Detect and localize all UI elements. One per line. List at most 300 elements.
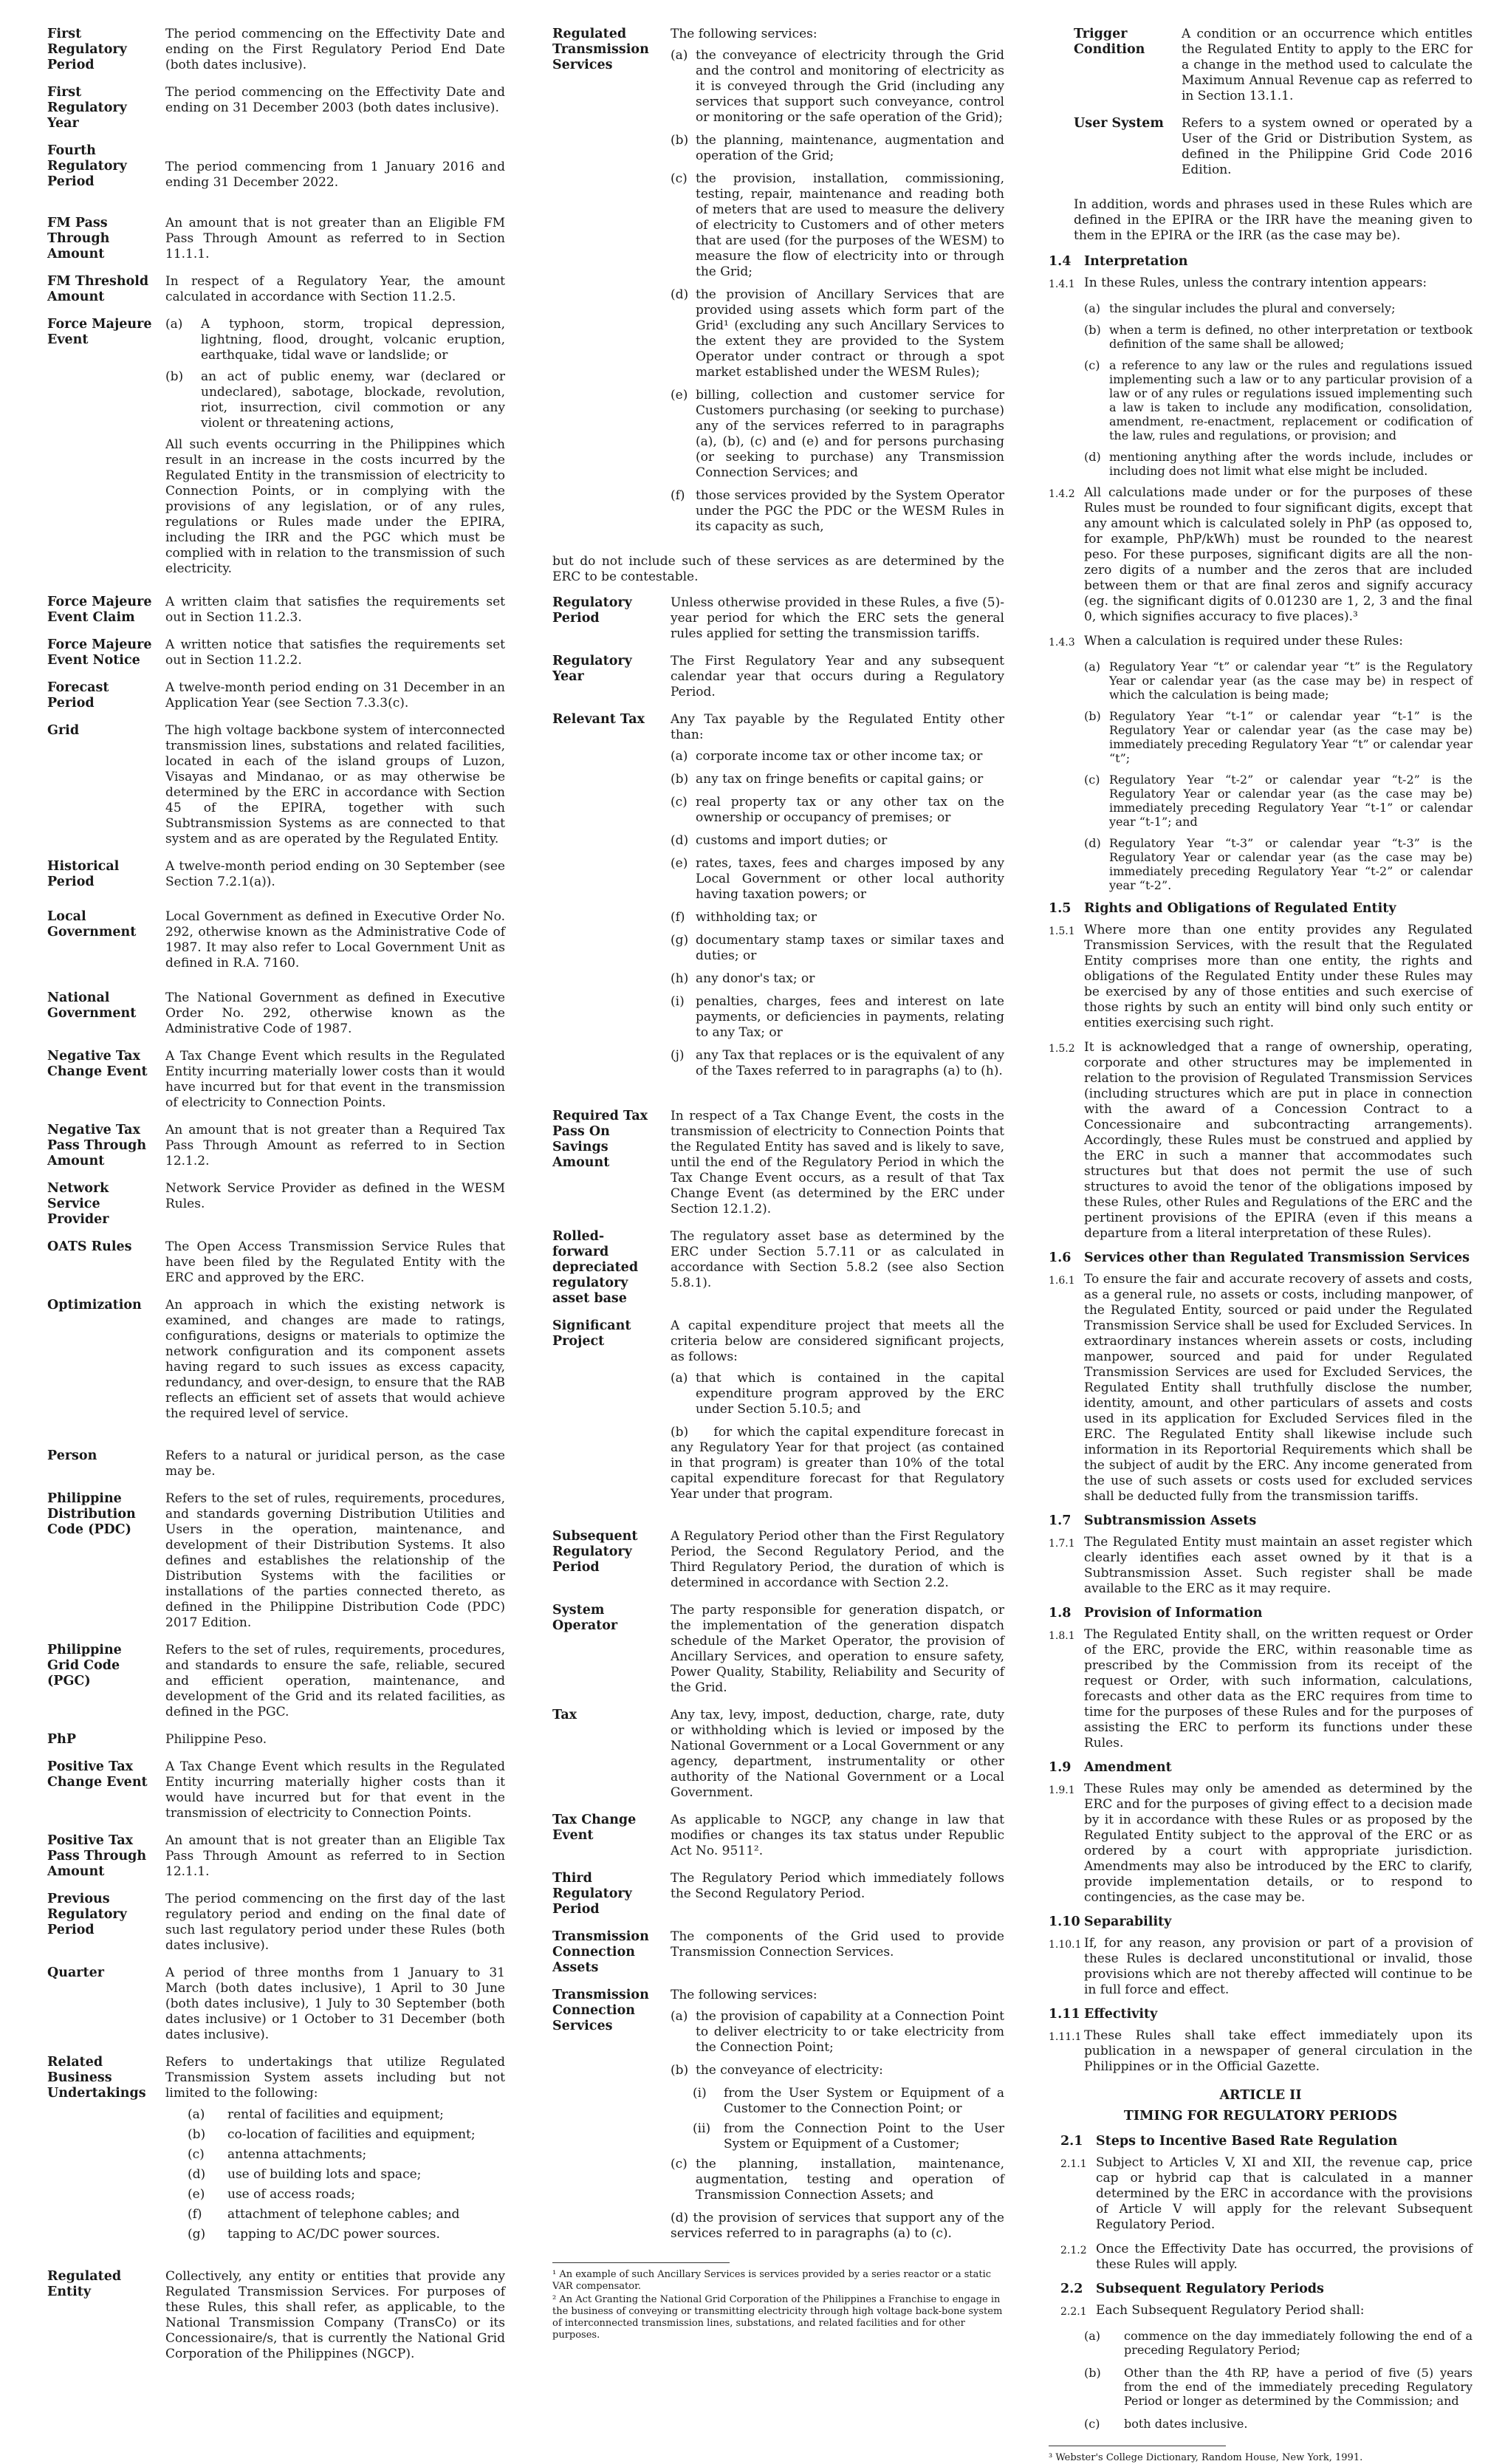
definition-oats-rules — [47, 1239, 505, 1286]
section-number: 1.9 — [1049, 1760, 1072, 1775]
definition-text: In respect of a Tax Change Event, the costs in the transmission of electricity to Connection Points that the Regulated Entity has saved and is likely to save, until the end of the Regulatory Period in which the Tax Change Event occurs, as a result of that Tax Change Event (as determined by the ERC under Section 12.1.2). — [671, 1109, 1004, 1216]
term: Transmission Connection Assets — [552, 1929, 649, 1975]
list-label: (d) — [1084, 450, 1101, 464]
definition-historical-period — [47, 859, 505, 890]
paragraph: Refers to undertakings that utilize Regulated Transmission System assets including but not limited to the following: — [165, 2055, 505, 2101]
list-item — [671, 488, 1004, 535]
list-text: real property tax or any other tax on the ownership or occupancy of premises; or — [696, 795, 1004, 825]
definition-text: A period of three months from 1 January to 31 March (both dates inclusive), 1 April to 30 June (both dates inclusive), 1 July to 30 September (both dates inclusive) or 1 October to 31 December (both dates inclusive). — [165, 1965, 505, 2042]
list-text: when a term is defined, no other interpretation or textbook definition of the same shall be allowed; — [1109, 323, 1473, 351]
list-label: (c) — [671, 171, 688, 186]
definition-force-majeure-event-claim — [47, 595, 505, 626]
list-item — [1084, 323, 1473, 351]
clause-1-4-3 — [1049, 634, 1473, 651]
section-number: 1.8 — [1049, 1606, 1072, 1621]
definition-text: The party responsible for generation dispatch, or the implementation of the generation dispatch schedule of the Market Operator, the provision of Ancillary Services, and operation to ensure safety, Power Quality, Stability, Reliability and Security of the Grid. — [671, 1603, 1004, 1695]
definition-positive-tax-change-event — [47, 1759, 505, 1821]
clause-text: These Rules shall take effect immediately upon its publication in a newspaper of general circulation in the Philippines or in the Official Gazette. — [1084, 2028, 1473, 2074]
definition-text: A Tax Change Event which results in the Regulated Entity incurring materially higher costs than it would have incurred but for that event in the transmission of electricity to Connection Points. — [165, 1759, 505, 1821]
list-item — [671, 772, 1004, 787]
list-item — [671, 287, 1004, 380]
section-1-10-heading — [1049, 1914, 1473, 1930]
list-text: documentary stamp taxes or similar taxes and duties; or — [696, 933, 1004, 963]
list-label: (a) — [188, 2107, 205, 2122]
clause-2-2-1-list — [1049, 2329, 1473, 2431]
term: Tax — [552, 1708, 577, 1722]
definition-text: The regulatory asset base as determined by the ERC under Section 5.7.11 or as calculated in accordance with Section 5.8.2 (see also Section 5.8.1). — [671, 1229, 1004, 1290]
definitions-addendum: In addition, words and phrases used in these Rules which are defined in the EPIRA or the IRR have the meaning given to them in the EPIRA or the IRR (as the case may be). — [1074, 197, 1473, 243]
clause-1-4-1 — [1049, 276, 1473, 292]
list-item — [1084, 450, 1473, 478]
term: Historical Period — [47, 859, 120, 889]
paragraph: All such events occurring in the Philippines which result in an increase in the costs incurred by the Regulated Entity in the transmission of electricity to Connection Points, or in complying with the provisions of any legislation, or of any rules, regulations or Rules made under the EPIRA, including the IRR and the PGC which must be complied with in relation to the transmission of such electricity. — [165, 437, 505, 576]
term: Fourth Regulatory Period — [47, 143, 127, 189]
list-text: Regulatory Year “t-1” or calendar year “t-1” is the Regulatory Year or calendar year (as the case may be) immediately preceding Regulatory Year “t” or calendar year “t”; — [1109, 709, 1473, 765]
definition-relevant-tax — [552, 712, 1004, 1086]
term: Related Business Undertakings — [47, 2055, 146, 2101]
list-text: use of access roads; — [227, 2187, 355, 2202]
paragraph: (d) the provision of services that support any of the services referred to in paragraphs (a) to (c). — [671, 2211, 1004, 2241]
term: Positive Tax Change Event — [47, 1759, 148, 1790]
definition-positive-tax-pass-through-amount — [47, 1833, 505, 1880]
footnote-2: ² An Act Granting the National Grid Corporation of the Philippines a Franchise to engage in the business of conveying or transmitting electricity through high voltage back-bone system of interconnected transmission lines, substations, and related facilities and for other purposes. — [552, 2294, 1003, 2341]
section-number: 1.6 — [1049, 1250, 1072, 1265]
clause-text: If, for any reason, any provision or part of a provision of these Rules is declared unconstitutional or invalid, those provisions which are not thereby affected will continue to be in full force and effect. — [1084, 1936, 1473, 1997]
section-title: Interpretation — [1084, 254, 1188, 269]
definition-quarter — [47, 1965, 505, 2043]
list-item — [671, 971, 1004, 987]
list-item — [671, 2157, 1004, 2203]
list-text: an act of public enemy, war (declared or undeclared), sabotage, blockade, revolution, riot, insurrection, civil commotion or any violent or threatening actions, — [201, 369, 505, 431]
term: Philippine Grid Code (PGC) — [47, 1643, 122, 1688]
list-item — [165, 369, 505, 431]
list-label: (f) — [671, 488, 685, 503]
list-item — [671, 2063, 1004, 2078]
list-item — [188, 2167, 505, 2183]
list-item — [693, 2121, 1004, 2152]
footnote-1: ¹ An example of such Ancillary Services is services provided by a series reactor or a static VAR compensator. — [552, 2269, 992, 2292]
clause-text: When a calculation is required under these Rules: — [1084, 634, 1403, 648]
list-label: (a) — [671, 48, 688, 63]
list-label: (g) — [188, 2227, 206, 2242]
clause-1-9-1 — [1049, 1782, 1473, 1906]
clause-1-8-1 — [1049, 1627, 1473, 1751]
term: Person — [47, 1448, 97, 1463]
section-number: 2.1 — [1060, 2134, 1083, 2149]
definition-transmission-connection-services — [552, 1988, 1004, 2248]
definition-text — [671, 1318, 1009, 1508]
list-item — [1084, 2366, 1473, 2408]
term: Philippine Distribution Code (PDC) — [47, 1491, 136, 1537]
term: Force Majeure Event Notice — [47, 637, 152, 668]
definition-significant-project — [552, 1318, 1009, 1508]
list-item — [188, 2107, 505, 2123]
list-label: (a) — [671, 749, 688, 764]
list-label: (c) — [671, 2157, 688, 2172]
term: Significant Project — [552, 1318, 631, 1349]
list-label: (a) — [671, 1371, 688, 1386]
definition-text: A written claim that satisfies the requirements set out in Section 11.2.3. — [165, 595, 505, 625]
list-label: (b) — [1084, 323, 1101, 337]
clause-text: To ensure the fair and accurate recovery of assets and costs, as a general rule, no assets or costs, including manpower, of the Regulated Entity, sourced or paid under the Regulated Transmission Service shall be used for Excluded Services. In extraordinary instances wherein assets or costs, including manpower, sourced and paid for under Regulated Transmission Services are used for Excluded Services, the Regulated Entity shall truthfully disclose the number, identity, amount, and other particulars of assets and costs used in its application for Excluded Services filed in the ERC. The Regulated Entity shall likewise include such information in its Reportorial Requirements which shall be the subject of audit by the ERC. Any income generated from the use of such assets or costs used for excluded services shall be deducted fully from the transmission tariffs. — [1084, 1272, 1473, 1504]
clause-number: 1.7.1 — [1049, 1538, 1075, 1550]
definition-text: Collectively, any entity or entities that provide any Regulated Transmission Services. For purposes of these Rules, this shall refer, as applicable, to the National Transmission Company (TransCo) or its Concessionaire/s, that is currently the National Grid Corporation of the Philippines (NGCP). — [165, 2269, 505, 2361]
definition-text: A twelve-month period ending on 31 December in an Application Year (see Section 7.3.3(c). — [165, 680, 505, 711]
term: Previous Regulatory Period — [47, 1892, 127, 1937]
definition-text — [165, 2055, 505, 2247]
list-label: (b) — [671, 2063, 689, 2078]
list-item — [671, 1048, 1004, 1079]
clause-1-5-1 — [1049, 923, 1473, 1031]
term: PhP — [47, 1732, 77, 1747]
clause-number: 1.8.1 — [1049, 1630, 1075, 1642]
term: Force Majeure Event Claim — [47, 595, 152, 625]
list-item — [671, 388, 1004, 481]
section-2-1-heading — [1049, 2134, 1473, 2149]
clause-number: 1.11.1 — [1049, 2031, 1082, 2043]
column-2 — [552, 27, 1009, 2341]
definition-text: A written notice that satisfies the requirements set out in Section 11.2.2. — [165, 637, 505, 668]
article-heading: ARTICLE II — [1219, 2088, 1302, 2103]
definition-text: An amount that is not greater than an Eligible FM Pass Through Amount as referred to in Section 11.1.1. — [165, 216, 505, 261]
definition-forecast-period — [47, 680, 505, 711]
definition-text: A Tax Change Event which results in the Regulated Entity incurring materially lower costs than it would have incurred but for that event in the transmission of electricity to Connection Points. — [165, 1049, 505, 1110]
term: User System — [1074, 116, 1164, 131]
list-text: the planning, installation, maintenance, augmentation, testing and operation of Transmission Connection Assets; and — [696, 2157, 1004, 2203]
rts-exclusion: but do not include such of these services as are determined by the ERC to be contestable. — [552, 554, 1004, 584]
list-label: (ii) — [693, 2121, 711, 2136]
term: Negative Tax Pass Through Amount — [47, 1123, 147, 1168]
clause-1-5-2 — [1049, 1040, 1473, 1242]
definition-fourth-regulatory-period — [47, 143, 505, 191]
list-text: Regulatory Year “t-2” or calendar year “t-2” is the Regulatory Year or calendar year (as the case may be) immediately preceding Regulatory Year “t-1” or calendar year “t-1”; and — [1109, 773, 1473, 829]
clause-text: These Rules may only be amended as determined by the ERC and for the purposes of giving effect to a decision made by it in accordance with these Rules or as proposed by the Regulated Entity subject to the approval of the ERC or as ordered by a court with appropriate jurisdiction. Amendments may also be introduced by the ERC to clarify, provide implementation details, or to respond to contingencies, as the case may be. — [1084, 1782, 1473, 1905]
definition-pgc — [47, 1643, 505, 1720]
list-text: customs and import duties; or — [696, 833, 888, 848]
section-title: Services other than Regulated Transmission Services — [1084, 1250, 1470, 1265]
column-1 — [47, 27, 505, 2361]
paragraph: The following services: — [671, 27, 817, 41]
definition-regulatory-period — [552, 595, 1004, 642]
clause-text: Subject to Articles V, XI and XII, the revenue cap, price cap or hybrid cap that is calculated in a manner determined by the ERC in accordance with the provisions of Article V will apply for the relevant Subsequent Regulatory Period. — [1096, 2155, 1473, 2232]
list-label: (d) — [671, 833, 689, 848]
paragraph: Any Tax payable by the Regulated Entity other than: — [671, 712, 1004, 742]
term: Relevant Tax — [552, 712, 645, 727]
definition-text: The components of the Grid used to provide Transmission Connection Services. — [671, 1929, 1004, 1960]
list-text: the provision, installation, commissioning, testing, repair, maintenance and reading both of meters that are used to measure the delivery of electricity to Customers and of other meters that are used (for the purposes of the WESM) to measure the flow of electricity into or through the Grid; — [696, 171, 1004, 279]
definition-regulated-transmission-services — [552, 27, 1004, 542]
list-text: any donor's tax; or — [696, 971, 815, 986]
list-label: (c) — [1084, 358, 1100, 372]
section-title: Rights and Obligations of Regulated Entity — [1084, 901, 1396, 916]
list-text: a reference to any law or the rules and regulations issued implementing such a law or to any particular provision of a law or of any rules or regulations issued implementing such a law is taken to include any modification, consolidation, amendment, re-enactment, replacement or codification of the law, rules and regulations, or provision; and — [1109, 358, 1473, 442]
definition-text: Local Government as defined in Executive Order No. 292, otherwise known as the Administrative Code of 1987. It may also refer to Local Government Unit as defined in R.A. 7160. — [165, 909, 505, 971]
definition-first-regulatory-year — [47, 85, 505, 131]
section-number: 1.7 — [1049, 1513, 1072, 1528]
clause-text: Where more than one entity provides any Regulated Transmission Services, with the result that the Regulated Entity comprises more than one entity, the rights and obligations of the Regulated Entity under these Rules may be exercised by any of those entities and such exercise of those rights by such an entity will bind only such entity or entities exercising such right. — [1084, 923, 1473, 1030]
column-3 — [1049, 27, 1473, 2463]
list-item — [693, 2086, 1004, 2117]
section-title: Subtransmission Assets — [1084, 1513, 1257, 1528]
definition-local-government — [47, 909, 505, 971]
clause-number: 1.6.1 — [1049, 1275, 1075, 1287]
definition-text: Refers to the set of rules, requirements, procedures, and standards governing Distribution Utilities and Users in the operation, maintenance, and development of their Distribution Systems. It also defines and establishes the relationship of the Distribution Systems with the facilities or installations of the parties connected thereto, as defined in the Philippine Distribution Code (PDC) 2017 Edition. — [165, 1491, 505, 1630]
list-text: the provision of capability at a Connection Point to deliver electricity to or take electricity from the Connection Point; — [696, 2009, 1004, 2055]
list-item — [671, 2009, 1004, 2056]
term: Trigger Condition — [1074, 27, 1145, 57]
list-item — [671, 933, 1004, 964]
list-text: attachment of telephone cables; and — [227, 2207, 460, 2222]
list-text: commence on the day immediately following the end of a preceding Regulatory Period; — [1124, 2329, 1473, 2357]
list-text: that which is contained in the capital expenditure program approved by the ERC under Section 5.10.5; and — [696, 1371, 1004, 1417]
definition-text: A twelve-month period ending on 30 September (see Section 7.2.1(a)). — [165, 859, 505, 889]
definition-text: The Regulatory Period which immediately follows the Second Regulatory Period. — [671, 1871, 1004, 1901]
list-label: (e) — [671, 856, 688, 871]
clause-2-2-1 — [1060, 2303, 1473, 2320]
definition-fm-threshold-amount — [47, 274, 505, 305]
list-item — [1084, 301, 1473, 315]
list-label: (a) — [1084, 2329, 1101, 2343]
term: Network Service Provider — [47, 1181, 109, 1227]
list-text: Regulatory Year “t” or calendar year “t” is the Regulatory Year or calendar year (as the case may be) in respect of which the calculation is being made; — [1109, 660, 1473, 702]
term: Tax Change Event — [552, 1813, 637, 1843]
definition-force-majeure-event-notice — [47, 637, 505, 668]
list-item — [671, 133, 1004, 164]
list-text: Other than the 4th RP, have a period of five (5) years from the end of the immediately preceding Regulatory Period or longer as determined by the Commission; and — [1124, 2366, 1473, 2408]
list-text: A typhoon, storm, tropical depression, lightning, flood, drought, volcanic eruption, earthquake, tidal wave or landslide; or — [201, 317, 505, 363]
list-text: the conveyance of electricity through the Grid and the control and monitoring of electricity as it is conveyed through the Grid (including any services that support such conveyance, control or monitoring or the safe operation of the Grid); — [696, 48, 1004, 125]
list-label: (c) — [1084, 2417, 1100, 2431]
list-text: any tax on fringe benefits or capital gains; or — [696, 772, 984, 787]
definition-text: The First Regulatory Year and any subsequent calendar year that occurs during a Regulatory Period. — [671, 654, 1004, 699]
definition-required-tax-pass-on-savings-amount — [552, 1109, 1004, 1217]
section-title: Provision of Information — [1084, 1606, 1263, 1621]
clause-number: 1.4.1 — [1049, 278, 1075, 290]
list-text: the provision of Ancillary Services that are provided using assets which form part of the Grid¹ (excluding any such Ancillary Services to the extent they are provided to the System Operator under contract or through a spot market established under the WESM Rules); — [696, 287, 1004, 380]
definition-negative-tax-change-event — [47, 1049, 505, 1111]
list-item — [671, 856, 1004, 903]
term: Regulated Transmission Services — [552, 27, 649, 72]
definition-previous-regulatory-period — [47, 1892, 505, 1954]
term: National Government — [47, 990, 137, 1021]
list-text: Regulatory Year “t-3” or calendar year “t-3” is the Regulatory Year or calendar year (as the case may be) immediately preceding Regulatory Year “t-2” or calendar year “t-2”. — [1109, 836, 1473, 892]
definition-text — [671, 1988, 1004, 2248]
list-label: (j) — [671, 1048, 685, 1063]
term: Optimization — [47, 1298, 142, 1313]
definition-tax-change-event — [552, 1813, 1004, 1859]
list-label: (f) — [671, 910, 685, 925]
rbu-list — [165, 2107, 505, 2242]
definition-text — [671, 27, 1004, 542]
definition-text — [671, 712, 1004, 1086]
list-label: (a) — [1084, 660, 1101, 674]
term: Transmission Connection Services — [552, 1988, 649, 2033]
clause-text: All calculations made under or for the purposes of these Rules must be rounded to four significant digits, except that any amount which is calculated solely in PhP (as opposed to, for example, PhP/kWh) must be rounded to the nearest peso. For these purposes, significant digits are all the non-zero digits of a number and the zeros that are included between them or that are final zeros and signify accuracy (eg. the significant digits of 0.01230 are 1, 2, 3 and the final 0, which signifies accuracy to five places).³ — [1084, 485, 1473, 624]
definition-text: Any tax, levy, impost, deduction, charge, rate, duty or withholding which is levied or imposed by the National Government or a Local Government or any agency, department, instrumentality or other authority of the National Government or a Local Government. — [671, 1708, 1004, 1800]
list-text: the planning, maintenance, augmentation and operation of the Grid; — [696, 133, 1004, 163]
section-number: 2.2 — [1060, 2282, 1083, 2296]
definition-system-operator — [552, 1603, 1004, 1696]
list-item — [671, 749, 1004, 764]
term: First Regulatory Period — [47, 27, 127, 72]
list-label: (b) — [188, 2127, 206, 2142]
list-label: (d) — [1084, 836, 1101, 850]
list-text: those services provided by the System Operator under the PGC the PDC or the WESM Rules in its capacity as such, — [696, 488, 1004, 534]
term: OATS Rules — [47, 1239, 132, 1254]
list-label: (f) — [188, 2207, 202, 2222]
clause-number: 2.2.1 — [1060, 2306, 1087, 2318]
section-title: Effectivity — [1084, 2007, 1158, 2022]
list-label: (h) — [671, 971, 689, 986]
section-title: Subsequent Regulatory Periods — [1096, 2282, 1324, 2296]
definition-text: As applicable to NGCP, any change in law that modifies or changes its tax status under Republic Act No. 9511². — [671, 1813, 1004, 1858]
clause-number: 1.4.3 — [1049, 637, 1075, 648]
term: Local Government — [47, 909, 137, 940]
definition-text: Refers to a system owned or operated by a User of the Grid or Distribution System, as defined in the Philippine Grid Code 2016 Edition. — [1182, 116, 1473, 177]
section-1-6-heading — [1049, 1250, 1473, 1266]
clause-number: 1.9.1 — [1049, 1784, 1075, 1796]
list-label: (g) — [671, 933, 689, 948]
list-label: (b) — [671, 133, 689, 148]
clause-1-6-1 — [1049, 1272, 1473, 1505]
definition-grid — [47, 723, 505, 847]
definition-text: An approach in which the existing network is examined, and changes are made to ratings, configurations, designs or materials to optimize the network configuration and its component assets having regard to such issues as excess capacity, redundancy, and over-design, to ensure that the RAB reflects an efficient set of assets that would achieve the required level of service. — [165, 1298, 505, 1421]
term: Force Majeure Event — [47, 317, 152, 347]
list-label: (i) — [693, 2086, 707, 2101]
term: Rolled-forward depreciated regulatory asset base — [552, 1229, 639, 1306]
list-text: the singular includes the plural and conversely; — [1109, 301, 1396, 315]
list-item — [188, 2127, 505, 2143]
definition-subsequent-regulatory-period — [552, 1529, 1004, 1591]
clause-number: 1.10.1 — [1049, 1939, 1082, 1951]
definition-text: Philippine Peso. — [165, 1732, 267, 1747]
clause-text: It is acknowledged that a range of ownership, operating, corporate and other structures may be implemented in relation to the provision of Regulated Transmission Services (including structures which are put in place in connection with the award of a Concession Contract to a Concessionaire and subcontracting arrangements). Accordingly, these Rules must be construed and applied by the ERC in such a manner that accommodates such structures but that does not permit the use of such structures to avoid the tenor of the obligations imposed by these Rules, other Rules and Regulations of the ERC and the pertinent provisions of the EPIRA (even if this means a departure from a literal interpretation of these Rules). — [1084, 1040, 1473, 1241]
list-item — [188, 2207, 505, 2222]
term: FM Threshold Amount — [47, 274, 149, 304]
definition-text: An amount that is not greater than a Required Tax Pass Through Amount as referred to in Section 12.1.2. — [165, 1123, 505, 1168]
list-label: (a) — [1084, 301, 1101, 315]
list-label: (d) — [671, 287, 689, 302]
clause-number: 1.5.1 — [1049, 925, 1075, 937]
list-label: (c) — [671, 795, 688, 810]
definition-trigger-condition — [1049, 27, 1473, 104]
section-1-4-heading — [1049, 254, 1473, 270]
definition-text: Refers to the set of rules, requirements, procedures, and standards to ensure the safe, reliable, secured and efficient operation, maintenance, and development of the Grid and its related facilities, as defined in the PGC. — [165, 1643, 505, 1719]
list-item — [1084, 2329, 1473, 2357]
definition-text: Unless otherwise provided in these Rules, a five (5)-year period for which the ERC sets the general rules applied for setting the transmission tariffs. — [671, 595, 1004, 641]
definition-regulatory-year — [552, 654, 1004, 700]
section-1-7-heading — [1049, 1513, 1473, 1529]
clause-1-10-1 — [1049, 1936, 1473, 1998]
definition-text: The period commencing from 1 January 2016 and ending 31 December 2022. — [165, 160, 505, 190]
term: Required Tax Pass On Savings Amount — [552, 1109, 648, 1170]
list-text: tapping to AC/DC power sources. — [227, 2227, 440, 2242]
term: Negative Tax Change Event — [47, 1049, 148, 1079]
list-item — [188, 2227, 505, 2242]
section-number: 1.10 — [1049, 1914, 1080, 1929]
section-1-8-heading — [1049, 1606, 1473, 1621]
definition-text: The National Government as defined in Executive Order No. 292, otherwise known as the Administrative Code of 1987. — [165, 990, 505, 1036]
list-label: (e) — [671, 388, 688, 403]
definition-text: The Open Access Transmission Service Rules that have been filed by the Regulated Entity with the ERC and approved by the ERC. — [165, 1239, 505, 1285]
list-text: co-location of facilities and equipment; — [227, 2127, 476, 2142]
clause-text: The Regulated Entity shall, on the written request or Order of the ERC, provide the ERC, within reasonable time as prescribed by the Commission from its receipt of the request or Order, with such information, calculations, forecasts and other data as the ERC requires from time to time for the purposes of these Rules and for the purposes of assisting the ERC to perform its functions under these Rules. — [1084, 1627, 1473, 1751]
list-item — [671, 795, 1004, 826]
term: Subsequent Regulatory Period — [552, 1529, 638, 1575]
definition-text: The period commencing on the first day of the last regulatory period and ending on the final date of such last regulatory period under these Rules (both dates inclusive). — [165, 1892, 505, 1953]
list-text: penalties, charges, fees and interest on late payments, or deficiencies in payments, relating to any Tax; or — [696, 994, 1004, 1040]
list-text: corporate income tax or other income tax; or — [696, 749, 983, 764]
list-item — [671, 994, 1004, 1041]
list-item — [671, 833, 1004, 849]
list-text: mentioning anything after the words include, includes or including does not limit what else might be included. — [1109, 450, 1473, 478]
definition-negative-tax-pass-through-amount — [47, 1123, 505, 1169]
definition-first-regulatory-period — [47, 27, 505, 73]
definition-text: A condition or an occurrence which entitles the Regulated Entity to apply to the ERC for a change in the method used to calculate the Maximum Annual Revenue cap as referred to in Section 13.1.1. — [1182, 27, 1473, 103]
list-item — [1084, 358, 1473, 442]
clause-1-11-1 — [1049, 2028, 1473, 2075]
section-1-11-heading — [1049, 2007, 1473, 2022]
article-title: TIMING FOR REGULATORY PERIODS — [1123, 2109, 1398, 2124]
definition-text: The high voltage backbone system of interconnected transmission lines, substations and related facilities, located in each of the island groups of Luzon, Visayas and Mindanao, or as may otherwise be determined by the ERC in accordance with Section 45 of the EPIRA, together with such Subtransmission Systems as are connected to that system and as are operated by the Regulated Entity. — [165, 723, 505, 846]
footnote-divider — [552, 2262, 730, 2263]
clause-2-1-2 — [1060, 2242, 1473, 2273]
definition-text: A Regulatory Period other than the First Regulatory Period, the Second Regulatory Period, and the Third Regulatory Period, the duration of which is determined in accordance with Section 2.2. — [671, 1529, 1004, 1590]
clause-number: 2.1.2 — [1060, 2245, 1087, 2256]
clause-2-1-1 — [1060, 2155, 1473, 2233]
list-item — [165, 317, 505, 363]
list-item — [671, 48, 1004, 126]
section-2-2-heading — [1049, 2282, 1473, 2297]
definition-regulated-entity — [47, 2269, 505, 2362]
clause-1-7-1 — [1049, 1535, 1473, 1597]
section-number: 1.11 — [1049, 2007, 1080, 2022]
clause-text: Each Subsequent Regulatory Period shall: — [1096, 2303, 1365, 2318]
definition-force-majeure-event — [47, 317, 505, 583]
list-label: (d) — [188, 2167, 206, 2182]
list-text: billing, collection and customer service for Customers purchasing (or seeking to purchase) any of the services referred to in paragraphs (a), (b), (c) and (e) and for persons purchasing (or seeking to purchase) any Transmission Connection Services; and — [696, 388, 1004, 480]
section-title: Separability — [1084, 1914, 1172, 1929]
list-item — [1084, 2417, 1473, 2431]
section-1-9-heading — [1049, 1760, 1473, 1776]
list-item — [671, 171, 1004, 280]
clause-text: In these Rules, unless the contrary intention appears: — [1084, 276, 1427, 290]
list-text: antenna attachments; — [227, 2147, 367, 2162]
list-label: (a) — [671, 2009, 688, 2024]
definition-optimization — [47, 1298, 505, 1422]
list-item — [1084, 709, 1473, 765]
clause-1-4-1-list — [1084, 301, 1473, 478]
paragraph: (b) for which the capital expenditure forecast in any Regulatory Year for that project (as contained in that program) is greater than 10% of the total capital expenditure forecast for that Regulatory Year under that program. — [671, 1425, 1009, 1502]
section-title: Amendment — [1084, 1760, 1172, 1775]
list-item — [671, 910, 1004, 925]
definition-tax — [552, 1708, 1004, 1801]
list-text: withholding tax; or — [696, 910, 817, 925]
definition-user-system — [1049, 116, 1473, 178]
list-item — [671, 1371, 1004, 1417]
clause-number: 2.1.1 — [1060, 2158, 1087, 2170]
paragraph: A capital expenditure project that meets all the criteria below are considered significant projects, as follows: — [671, 1318, 1004, 1364]
list-text: any Tax that replaces or is the equivalent of any of the Taxes referred to in paragraphs (a) to (h). — [696, 1048, 1004, 1078]
definition-php — [47, 1732, 505, 1748]
term: Regulatory Year — [552, 654, 632, 684]
clause-1-4-2 — [1049, 485, 1473, 625]
term: Regulated Entity — [47, 2269, 122, 2299]
list-text: both dates inclusive. — [1124, 2417, 1248, 2431]
list-label: (b) — [671, 772, 689, 787]
definition-text: Network Service Provider as defined in the WESM Rules. — [165, 1181, 505, 1211]
term: Regulatory Period — [552, 595, 632, 626]
